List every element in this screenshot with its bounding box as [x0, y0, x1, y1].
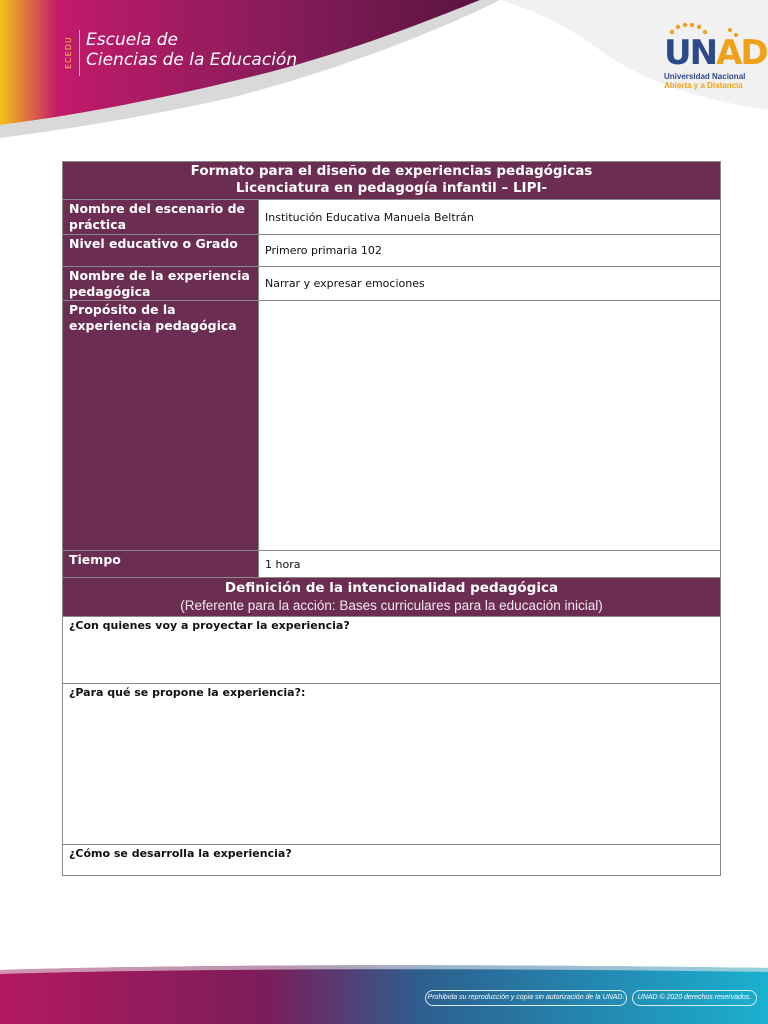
logo-subtitle-2: Abierta y a Distancia: [664, 81, 743, 90]
form-title: [63, 162, 720, 199]
section-title: Definición de la intencionalidad pedagógica: [224, 580, 559, 596]
page-header: [0, 0, 768, 140]
ecedu-divider: [79, 30, 80, 76]
ecedu-label: ECEDU: [64, 36, 73, 70]
field-value-experience-name[interactable]: Narrar y expresar emociones: [265, 277, 425, 290]
field-label-scenario: Nombre del escenario de práctica: [63, 200, 259, 234]
logo-ad: AD: [716, 33, 767, 73]
section-subtitle: (Referente para la acción: Bases curriculares para la educación inicial): [180, 598, 603, 613]
question-how[interactable]: [63, 844, 720, 875]
pedagogical-form: [62, 161, 721, 876]
question-label-with-whom: ¿Con quienes voy a proyectar la experiencia?: [69, 619, 350, 632]
field-value-scenario[interactable]: Institución Educativa Manuela Beltrán: [265, 210, 474, 224]
footer-notice-rights: UNAD © 2020 derechos reservados.: [632, 990, 757, 1006]
field-row-experience-name: [63, 266, 720, 300]
field-row-purpose: [63, 300, 720, 550]
field-label-experience-name: Nombre de la experiencia pedagógica: [63, 267, 259, 300]
question-label-how: ¿Cómo se desarrolla la experiencia?: [69, 847, 292, 860]
field-label-purpose: Propósito de la experiencia pedagógica: [63, 301, 259, 550]
school-name-line2: Ciencias de la Educación: [86, 50, 298, 70]
header-banner-graphic: [0, 0, 768, 140]
field-value-grade[interactable]: Primero primaria 102: [265, 244, 382, 257]
section-header: [63, 577, 720, 616]
form-title-line2: Licenciatura en pedagogía infantil – LIPI-: [235, 180, 548, 196]
field-row-time: [63, 550, 720, 577]
field-value-purpose[interactable]: [259, 301, 720, 550]
question-what-for[interactable]: [63, 683, 720, 844]
footer-notice-copy: Prohibida su reproducción y copia sin autorización de la UNAD.: [425, 990, 627, 1006]
field-label-time: Tiempo: [63, 551, 259, 577]
school-name: [86, 30, 297, 70]
logo-un: UN: [664, 33, 717, 73]
school-name-line1: Escuela de: [86, 30, 178, 50]
field-label-grade: Nivel educativo o Grado: [63, 235, 259, 266]
question-with-whom[interactable]: [63, 616, 720, 683]
field-row-grade: [63, 234, 720, 266]
field-value-time[interactable]: 1 hora: [265, 557, 301, 571]
unad-logo: [660, 22, 767, 92]
field-row-scenario: [63, 199, 720, 234]
question-label-what-for: ¿Para qué se propone la experiencia?:: [69, 686, 306, 699]
logo-wordmark: [664, 34, 767, 72]
logo-subtitle-1: Universidad Nacional: [664, 72, 746, 81]
form-title-line1: Formato para el diseño de experiencias pedagógicas: [190, 163, 593, 179]
